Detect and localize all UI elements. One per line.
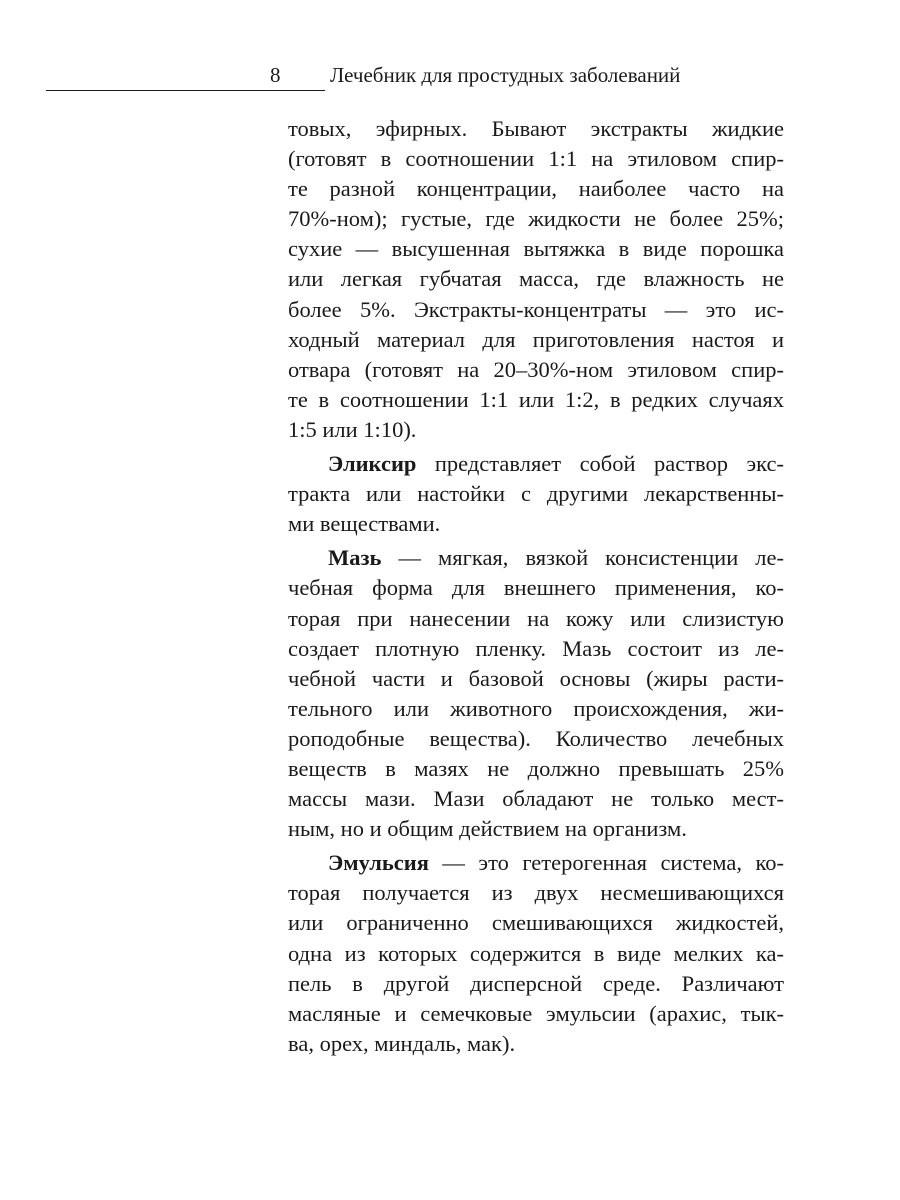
text-line <box>288 848 784 878</box>
text-line: ходный материал для приготовления настоя и <box>288 326 784 352</box>
term-emulsion: Эмульсия <box>328 850 429 876</box>
text-line: ным, но и общим действием на организм. <box>288 816 687 842</box>
text-line: веществ в мазях не должно превышать 25% <box>288 755 784 781</box>
text-line: тельного или животного происхождения, жи- <box>288 695 784 721</box>
text-line: пель в другой дисперсной среде. Различают <box>288 970 784 996</box>
text-line: или легкая губчатая масса, где влажность не <box>288 266 784 292</box>
text-run: представляет собой раствор экс- <box>416 451 784 477</box>
text-line <box>288 449 784 479</box>
text-line: чебная форма для внешнего применения, ко- <box>288 575 784 601</box>
text-line: те в соотношении 1:1 или 1:2, в редких случаях <box>288 386 784 412</box>
text-line: торая получается из двух несмешивающихся <box>288 880 784 906</box>
text-line: массы мази. Мази обладают не только мест- <box>288 786 784 812</box>
text-line: тракта или настойки с другими лекарственны- <box>288 481 784 507</box>
text-line: отвара (готовят на 20–30%-ном этиловом спир- <box>288 356 784 382</box>
term-elixir: Эликсир <box>328 451 417 477</box>
text-line: сухие — высушенная вытяжка в виде порошка <box>288 236 784 262</box>
text-line: чебной части и базовой основы (жиры расти- <box>288 665 784 691</box>
text-line: или ограниченно смешивающихся жидкостей, <box>288 910 784 936</box>
text-line: торая при нанесении на кожу или слизистую <box>288 605 784 631</box>
body-text <box>288 114 784 1059</box>
text-line: ми веществами. <box>288 511 441 537</box>
text-run: — мягкая, вязкой консистенции ле- <box>381 545 784 571</box>
paragraph-ointment <box>288 543 784 844</box>
text-run: — это гетерогенная система, ко- <box>428 850 784 876</box>
text-line: масляные и семечковые эмульсии (арахис, тык- <box>288 1000 784 1026</box>
paragraph-extracts <box>288 114 784 445</box>
text-line: ва, орех, миндаль, мак). <box>288 1030 516 1056</box>
text-line: более 5%. Экстракты-концентраты — это ис- <box>288 296 784 322</box>
text-line: 1:5 или 1:10). <box>288 416 417 442</box>
paragraph-elixir <box>288 449 784 539</box>
term-ointment: Мазь <box>328 545 382 571</box>
running-head <box>46 62 746 94</box>
text-line: те разной концентрации, наиболее часто на <box>288 176 784 202</box>
header-rule <box>46 90 325 91</box>
text-line: одна из которых содержится в виде мелких ка- <box>288 940 784 966</box>
page-number: 8 <box>270 63 281 87</box>
paragraph-emulsion <box>288 848 784 1059</box>
text-line: (готовят в соотношении 1:1 на этиловом спир- <box>288 146 784 172</box>
text-line: товых, эфирных. Бывают экстракты жидкие <box>288 116 784 141</box>
text-line: создает плотную пленку. Мазь состоит из ле- <box>288 635 784 661</box>
text-line: роподобные вещества). Количество лечебных <box>288 725 784 751</box>
text-line: 70%-ном); густые, где жидкости не более 25%; <box>288 206 784 232</box>
text-line <box>288 543 784 573</box>
running-title: Лечебник для простудных заболеваний <box>330 63 681 87</box>
